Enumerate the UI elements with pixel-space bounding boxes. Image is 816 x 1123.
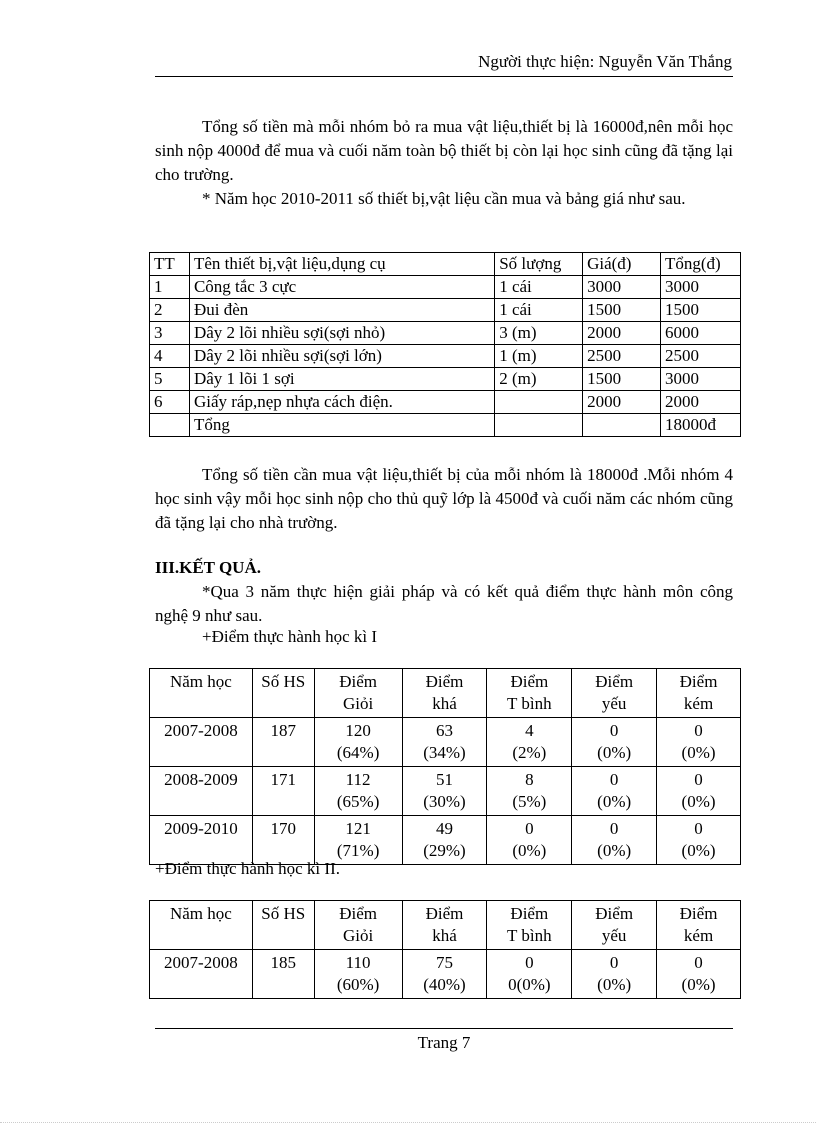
cell-price: 2500 <box>583 345 661 368</box>
table-row <box>150 391 741 414</box>
cell-poor: 0 (0%) <box>657 816 741 865</box>
cell-poor: 0 (0%) <box>657 767 741 816</box>
cell-total: 2500 <box>661 345 741 368</box>
cell-price: 1500 <box>583 299 661 322</box>
col-header-poor: Điểm kém <box>657 901 741 950</box>
cell-excellent: 110 (60%) <box>314 950 402 999</box>
table-row <box>150 767 741 816</box>
results-header-row <box>150 669 741 718</box>
cell-total: 6000 <box>661 322 741 345</box>
col-header-weak: Điểm yếu <box>572 669 657 718</box>
cell-excellent: 121 (71%) <box>314 816 402 865</box>
footer-rule <box>155 1028 733 1029</box>
semester-1-table <box>149 668 741 865</box>
cell-quantity: 1 cái <box>495 299 583 322</box>
col-header-poor: Điểm kém <box>657 669 741 718</box>
cell-year: 2008-2009 <box>150 767 253 816</box>
col-header-excellent: Điểm Giỏi <box>314 901 402 950</box>
col-header-quantity: Số lượng <box>495 253 583 276</box>
cell-tt: 2 <box>150 299 190 322</box>
cell-students: 187 <box>252 718 314 767</box>
cell-price: 2000 <box>583 391 661 414</box>
cell-quantity <box>495 391 583 414</box>
cell-price: 1500 <box>583 368 661 391</box>
cell-good: 51 (30%) <box>402 767 487 816</box>
cell-students: 170 <box>252 816 314 865</box>
cell-name: Đui đèn <box>189 299 494 322</box>
cell-year: 2007-2008 <box>150 950 253 999</box>
results-intro: *Qua 3 năm thực hiện giải pháp và có kết quả điểm thực hành môn công nghệ 9 như sau. <box>155 582 733 625</box>
table-row <box>150 276 741 299</box>
cell-name: Dây 2 lõi nhiều sợi(sợi lớn) <box>189 345 494 368</box>
cell-total: 2000 <box>661 391 741 414</box>
table-row <box>150 816 741 865</box>
semester-2-table <box>149 900 741 999</box>
cell-average: 0 (0%) <box>487 816 572 865</box>
cell-name: Tổng <box>189 414 494 437</box>
cell-average: 4 (2%) <box>487 718 572 767</box>
cell-quantity: 2 (m) <box>495 368 583 391</box>
cell-excellent: 120 (64%) <box>314 718 402 767</box>
cell-good: 75 (40%) <box>402 950 487 999</box>
cell-price: 2000 <box>583 322 661 345</box>
summary-paragraph: Tổng số tiền cần mua vật liệu,thiết bị của mỗi nhóm là 18000đ .Mỗi nhóm 4 học sinh vậy mỗi học sinh nộp cho thủ quỹ lớp là 4500đ và cuối năm các nhóm cũng đã tặng lại cho nhà trường. <box>155 465 733 532</box>
cell-total: 3000 <box>661 368 741 391</box>
cell-year: 2009-2010 <box>150 816 253 865</box>
materials-table <box>149 252 741 437</box>
cell-name: Giấy ráp,nẹp nhựa cách điện. <box>189 391 494 414</box>
table-row <box>150 718 741 767</box>
cell-poor: 0 (0%) <box>657 950 741 999</box>
header-rule <box>155 76 733 77</box>
col-header-good: Điểm khá <box>402 901 487 950</box>
cell-year: 2007-2008 <box>150 718 253 767</box>
results-heading: III.KẾT QUẢ. <box>155 558 261 577</box>
cell-average: 0 0(0%) <box>487 950 572 999</box>
col-header-tt: TT <box>150 253 190 276</box>
col-header-year: Năm học <box>150 901 253 950</box>
cell-price <box>583 414 661 437</box>
cell-name: Dây 1 lõi 1 sợi <box>189 368 494 391</box>
cell-weak: 0 (0%) <box>572 816 657 865</box>
cell-weak: 0 (0%) <box>572 718 657 767</box>
table-row <box>150 322 741 345</box>
cell-weak: 0 (0%) <box>572 767 657 816</box>
col-header-excellent: Điểm Giỏi <box>314 669 402 718</box>
cell-students: 185 <box>252 950 314 999</box>
cell-students: 171 <box>252 767 314 816</box>
cell-total: 18000đ <box>661 414 741 437</box>
table-row-total <box>150 414 741 437</box>
cell-quantity: 1 (m) <box>495 345 583 368</box>
table-row <box>150 299 741 322</box>
table-row <box>150 345 741 368</box>
col-header-average: Điểm T bình <box>487 901 572 950</box>
results-header-row <box>150 901 741 950</box>
intro-paragraph-2: * Năm học 2010-2011 số thiết bị,vật liệu cần mua và bảng giá như sau. <box>202 189 686 208</box>
intro-paragraph-1: Tổng số tiền mà mỗi nhóm bỏ ra mua vật liệu,thiết bị là 16000đ,nên mỗi học sinh nộp 4000đ để mua và cuối năm toàn bộ thiết bị còn lại học sinh cũng đã tặng lại cho trường. <box>155 117 733 184</box>
cell-tt: 5 <box>150 368 190 391</box>
cell-poor: 0 (0%) <box>657 718 741 767</box>
cell-good: 49 (29%) <box>402 816 487 865</box>
page-number: Trang 7 <box>417 1033 471 1052</box>
cell-tt: 1 <box>150 276 190 299</box>
cell-name: Công tắc 3 cực <box>189 276 494 299</box>
cell-quantity <box>495 414 583 437</box>
cell-tt: 4 <box>150 345 190 368</box>
cell-good: 63 (34%) <box>402 718 487 767</box>
col-header-students: Số HS <box>252 901 314 950</box>
col-header-year: Năm học <box>150 669 253 718</box>
col-header-name: Tên thiết bị,vật liệu,dụng cụ <box>189 253 494 276</box>
col-header-average: Điểm T bình <box>487 669 572 718</box>
cell-excellent: 112 (65%) <box>314 767 402 816</box>
cell-quantity: 3 (m) <box>495 322 583 345</box>
cell-tt: 6 <box>150 391 190 414</box>
semester-1-label: +Điểm thực hành học kì I <box>202 627 378 646</box>
col-header-total: Tổng(đ) <box>661 253 741 276</box>
cell-tt: 3 <box>150 322 190 345</box>
semester-2-label: +Điểm thực hành học kì II. <box>155 859 340 878</box>
col-header-weak: Điểm yếu <box>572 901 657 950</box>
cell-total: 1500 <box>661 299 741 322</box>
cell-total: 3000 <box>661 276 741 299</box>
materials-table-header <box>150 253 741 276</box>
col-header-good: Điểm khá <box>402 669 487 718</box>
cell-weak: 0 (0%) <box>572 950 657 999</box>
header-author: Người thực hiện: Nguyễn Văn Thắng <box>478 52 732 71</box>
cell-quantity: 1 cái <box>495 276 583 299</box>
col-header-price: Giá(đ) <box>583 253 661 276</box>
cell-average: 8 (5%) <box>487 767 572 816</box>
col-header-students: Số HS <box>252 669 314 718</box>
table-row <box>150 368 741 391</box>
table-row <box>150 950 741 999</box>
cell-price: 3000 <box>583 276 661 299</box>
cell-tt <box>150 414 190 437</box>
cell-name: Dây 2 lõi nhiều sợi(sợi nhỏ) <box>189 322 494 345</box>
